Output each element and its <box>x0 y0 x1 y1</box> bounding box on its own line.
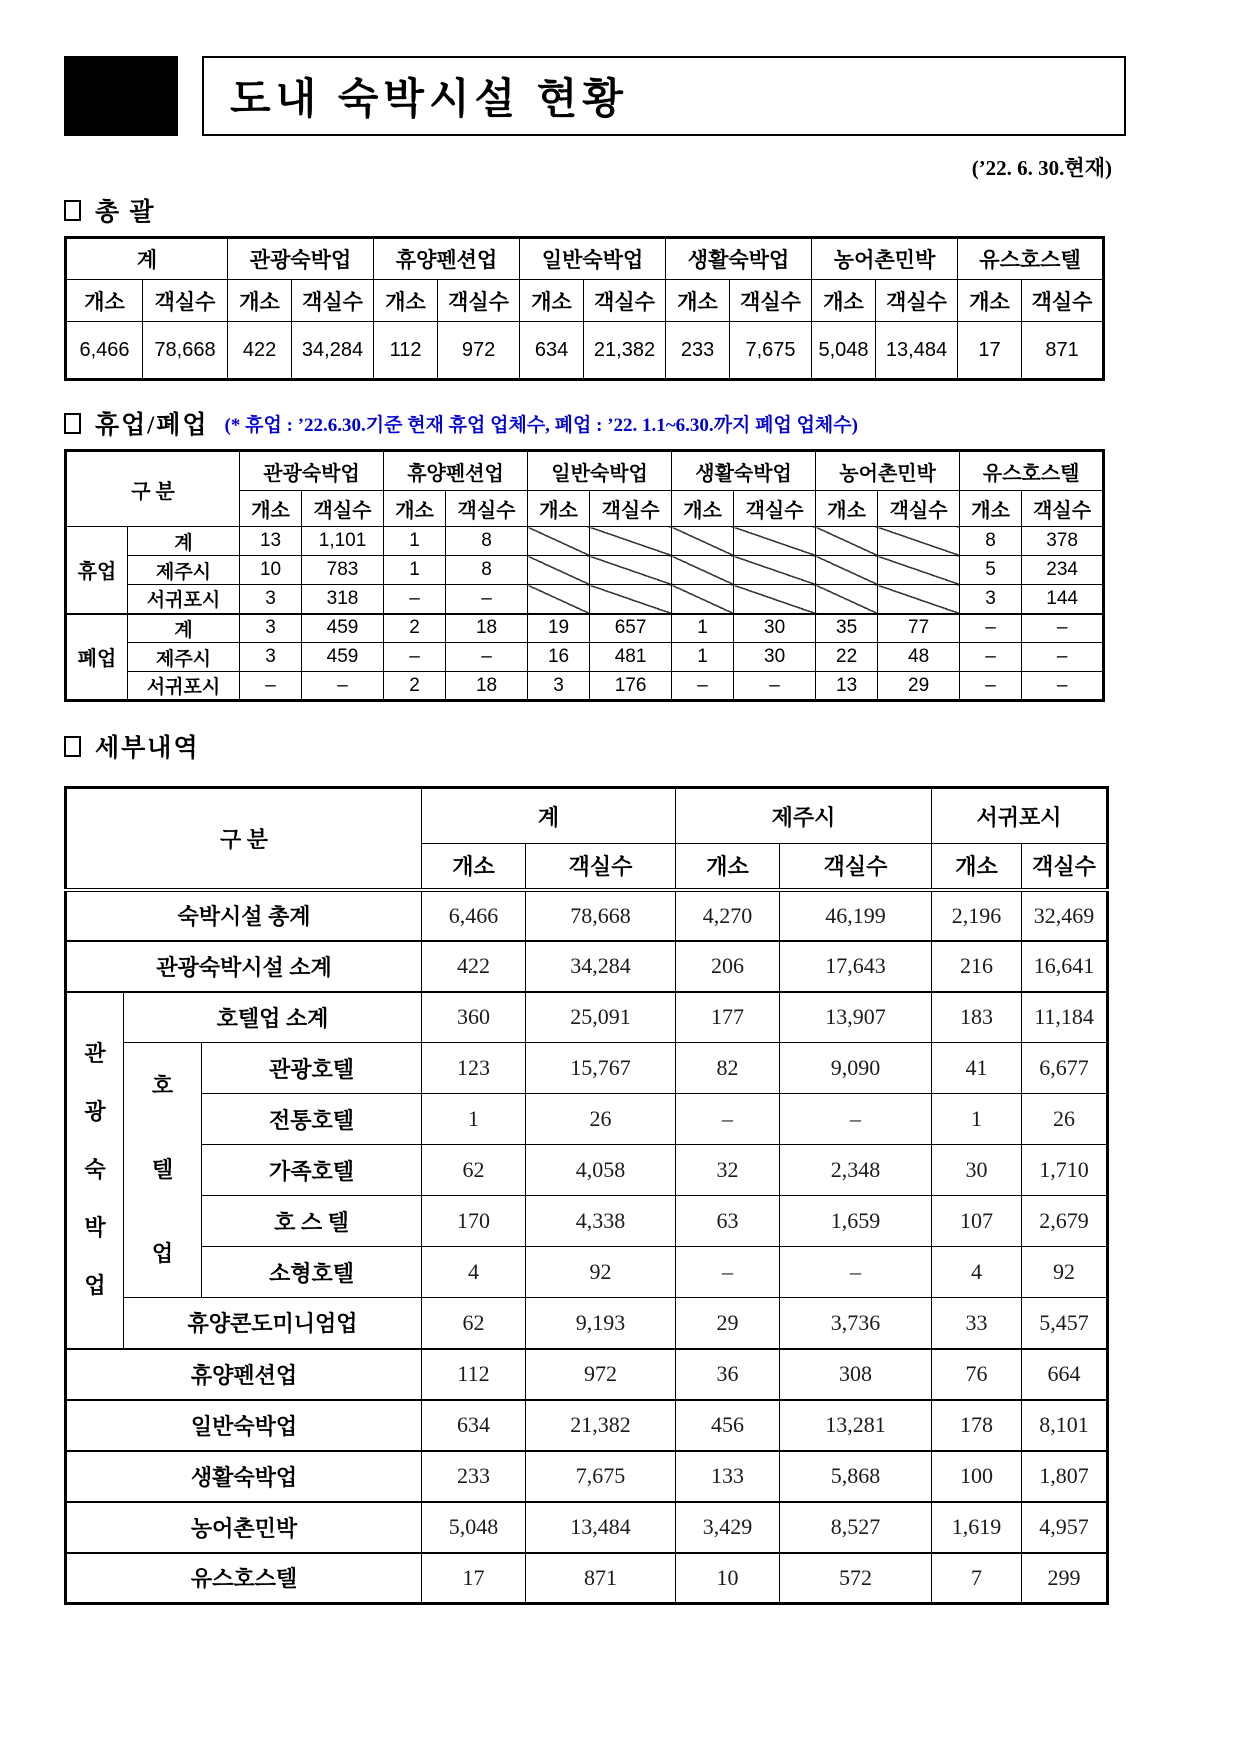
row-label: 생활숙박업 <box>66 1451 422 1502</box>
section-heading-text: 휴업/폐업 <box>95 412 209 439</box>
data-cell: – <box>446 643 528 672</box>
na-diagonal-cell <box>672 527 734 556</box>
data-cell: 3 <box>240 643 302 672</box>
gubun-header: 구 분 <box>66 788 422 890</box>
data-cell: 41 <box>932 1043 1022 1094</box>
table-row <box>66 1298 1108 1349</box>
subheader-rooms: 객실수 <box>302 491 384 527</box>
data-cell: 5 <box>960 556 1022 585</box>
subheader-sites: 개소 <box>816 491 878 527</box>
header-row <box>66 788 1108 844</box>
data-cell: 3 <box>528 672 590 701</box>
data-cell: 62 <box>422 1298 526 1349</box>
region-header: 계 <box>422 788 676 844</box>
subheader-sites: 개소 <box>958 280 1022 322</box>
data-cell: 8 <box>446 556 528 585</box>
column-header: 휴양펜션업 <box>374 238 520 280</box>
data-cell: 178 <box>932 1400 1022 1451</box>
column-header: 관광숙박업 <box>228 238 374 280</box>
subheader-sites: 개소 <box>422 844 526 890</box>
table-row <box>66 992 1108 1043</box>
data-cell: 11,184 <box>1022 992 1108 1043</box>
data-cell: 6,466 <box>66 322 143 380</box>
column-header: 일반숙박업 <box>520 238 666 280</box>
data-cell: – <box>676 1247 780 1298</box>
table-row <box>66 1400 1108 1451</box>
data-cell: 2,679 <box>1022 1196 1108 1247</box>
data-cell: 234 <box>1022 556 1104 585</box>
table-row <box>66 1043 1108 1094</box>
data-cell: 183 <box>932 992 1022 1043</box>
data-cell: 6,466 <box>422 890 526 941</box>
data-cell: 30 <box>734 614 816 643</box>
na-diagonal-cell <box>816 585 878 614</box>
data-cell: 783 <box>302 556 384 585</box>
row-label: 일반숙박업 <box>66 1400 422 1451</box>
data-cell: 5,868 <box>780 1451 932 1502</box>
data-cell: 2,348 <box>780 1145 932 1196</box>
data-cell: 8 <box>960 527 1022 556</box>
table-row <box>66 614 1104 643</box>
subheader-sites: 개소 <box>960 491 1022 527</box>
subheader-rooms: 객실수 <box>876 280 958 322</box>
row-label: 서귀포시 <box>128 672 240 701</box>
data-cell: – <box>446 585 528 614</box>
row-label: 유스호스텔 <box>66 1553 422 1604</box>
row-label: 가족호텔 <box>202 1145 422 1196</box>
na-diagonal-cell <box>734 585 816 614</box>
data-cell: 7,675 <box>730 322 812 380</box>
na-diagonal-cell <box>528 585 590 614</box>
data-cell: – <box>1022 672 1104 701</box>
data-cell: 30 <box>734 643 816 672</box>
data-cell: 13,484 <box>876 322 958 380</box>
table-row <box>66 1451 1108 1502</box>
data-cell: 4,270 <box>676 890 780 941</box>
data-cell: – <box>734 672 816 701</box>
data-cell: 16,641 <box>1022 941 1108 992</box>
data-cell: 18 <box>446 672 528 701</box>
data-cell: 972 <box>438 322 520 380</box>
data-cell: 7,675 <box>526 1451 676 1502</box>
subheader-rooms: 객실수 <box>730 280 812 322</box>
row-label: 소형호텔 <box>202 1247 422 1298</box>
data-cell: 8,101 <box>1022 1400 1108 1451</box>
data-cell: 33 <box>932 1298 1022 1349</box>
table-row <box>66 643 1104 672</box>
column-header: 일반숙박업 <box>528 451 672 491</box>
data-cell: 8,527 <box>780 1502 932 1553</box>
data-cell: 35 <box>816 614 878 643</box>
data-cell: 634 <box>422 1400 526 1451</box>
data-cell: 1 <box>672 614 734 643</box>
subheader-sites: 개소 <box>66 280 143 322</box>
subheader-sites: 개소 <box>240 491 302 527</box>
header-row <box>66 238 1104 280</box>
data-cell: 8 <box>446 527 528 556</box>
title-black-square <box>64 56 178 136</box>
page-title: 도내 숙박시설 현황 <box>230 75 628 122</box>
data-cell: 5,048 <box>422 1502 526 1553</box>
subheader-rooms: 객실수 <box>584 280 666 322</box>
row-label: 관광호텔 <box>202 1043 422 1094</box>
data-cell: 13,907 <box>780 992 932 1043</box>
na-diagonal-cell <box>528 556 590 585</box>
data-cell: – <box>672 672 734 701</box>
data-cell: 62 <box>422 1145 526 1196</box>
subheader-sites: 개소 <box>932 844 1022 890</box>
subheader-rooms: 객실수 <box>438 280 520 322</box>
data-cell: 92 <box>1022 1247 1108 1298</box>
region-header: 제주시 <box>676 788 932 844</box>
suspension-definition-note: (* 휴업 : ’22.6.30.기준 현재 휴업 업체수, 폐업 : ’22. 1.1~6.30.까지 폐업 업체수) <box>224 414 858 436</box>
subheader-sites: 개소 <box>666 280 730 322</box>
table-row <box>66 1094 1108 1145</box>
data-cell: 3 <box>240 585 302 614</box>
data-cell: 77 <box>878 614 960 643</box>
data-cell: 112 <box>374 322 438 380</box>
data-cell: 378 <box>1022 527 1104 556</box>
date-note: (’22. 6. 30.현재) <box>971 156 1112 180</box>
subheader-sites: 개소 <box>520 280 584 322</box>
data-cell: – <box>780 1094 932 1145</box>
na-diagonal-cell <box>528 527 590 556</box>
subcategory-label-vertical: 호 텔 업 <box>124 1043 202 1298</box>
data-cell: 17 <box>422 1553 526 1604</box>
data-cell: 17 <box>958 322 1022 380</box>
column-header: 계 <box>66 238 228 280</box>
category-label-vertical: 관 광 숙 박 업 <box>66 992 124 1349</box>
na-diagonal-cell <box>878 556 960 585</box>
data-cell: 63 <box>676 1196 780 1247</box>
data-cell: 78,668 <box>526 890 676 941</box>
data-cell: 13,281 <box>780 1400 932 1451</box>
data-cell: 46,199 <box>780 890 932 941</box>
na-diagonal-cell <box>816 556 878 585</box>
data-cell: 1,807 <box>1022 1451 1108 1502</box>
row-label: 제주시 <box>128 643 240 672</box>
table-row <box>66 1349 1108 1400</box>
data-cell: 459 <box>302 614 384 643</box>
data-cell: 36 <box>676 1349 780 1400</box>
subheader-sites: 개소 <box>384 491 446 527</box>
data-cell: 1 <box>384 527 446 556</box>
data-cell: 25,091 <box>526 992 676 1043</box>
data-cell: 26 <box>526 1094 676 1145</box>
data-cell: 1 <box>384 556 446 585</box>
na-diagonal-cell <box>734 556 816 585</box>
square-bullet-icon <box>64 413 81 434</box>
group-label: 휴업 <box>66 527 128 614</box>
data-cell: 2 <box>384 614 446 643</box>
column-header: 유스호스텔 <box>960 451 1104 491</box>
data-cell: 34,284 <box>526 941 676 992</box>
group-label: 폐업 <box>66 614 128 701</box>
na-diagonal-cell <box>590 585 672 614</box>
section-heading-overview <box>64 192 1240 228</box>
square-bullet-icon <box>64 736 81 757</box>
row-label: 호 스 텔 <box>202 1196 422 1247</box>
data-cell: 7 <box>932 1553 1022 1604</box>
subheader-sites: 개소 <box>528 491 590 527</box>
data-cell: 82 <box>676 1043 780 1094</box>
column-header: 유스호스텔 <box>958 238 1104 280</box>
data-cell: 4,338 <box>526 1196 676 1247</box>
subheader-sites: 개소 <box>812 280 876 322</box>
row-label: 계 <box>128 527 240 556</box>
subheader-rooms: 객실수 <box>878 491 960 527</box>
data-cell: 170 <box>422 1196 526 1247</box>
data-cell: 177 <box>676 992 780 1043</box>
section-suspension-closure <box>64 405 1240 702</box>
detail-table <box>64 786 1109 1605</box>
data-cell: 1 <box>672 643 734 672</box>
data-cell: 26 <box>1022 1094 1108 1145</box>
row-label: 계 <box>128 614 240 643</box>
data-cell: – <box>1022 614 1104 643</box>
data-cell: 4,058 <box>526 1145 676 1196</box>
data-cell: 21,382 <box>526 1400 676 1451</box>
table-row <box>66 890 1108 941</box>
data-cell: 481 <box>590 643 672 672</box>
subheader-rooms: 객실수 <box>590 491 672 527</box>
data-cell: 6,677 <box>1022 1043 1108 1094</box>
data-cell: 18 <box>446 614 528 643</box>
data-cell: 456 <box>676 1400 780 1451</box>
data-cell: 19 <box>528 614 590 643</box>
section-detail <box>64 728 1240 1605</box>
subheader-rooms: 객실수 <box>526 844 676 890</box>
title-box <box>202 56 1126 136</box>
data-cell: – <box>960 672 1022 701</box>
subheader-rooms: 객실수 <box>292 280 374 322</box>
column-header: 농어촌민박 <box>812 238 958 280</box>
data-cell: 1,619 <box>932 1502 1022 1553</box>
section-heading-text: 세부내역 <box>95 735 200 762</box>
data-cell: 144 <box>1022 585 1104 614</box>
table-row <box>66 322 1104 380</box>
data-cell: 1 <box>422 1094 526 1145</box>
section-heading-suspension <box>64 405 1240 441</box>
data-cell: 100 <box>932 1451 1022 1502</box>
data-cell: 76 <box>932 1349 1022 1400</box>
column-header: 휴양펜션업 <box>384 451 528 491</box>
data-cell: 972 <box>526 1349 676 1400</box>
data-cell: 17,643 <box>780 941 932 992</box>
data-cell: 233 <box>666 322 730 380</box>
data-cell: 9,090 <box>780 1043 932 1094</box>
data-cell: 13,484 <box>526 1502 676 1553</box>
square-bullet-icon <box>64 200 81 221</box>
table-row <box>66 1553 1108 1604</box>
gubun-header: 구 분 <box>66 451 240 527</box>
data-cell: 4 <box>932 1247 1022 1298</box>
data-cell: 2,196 <box>932 890 1022 941</box>
na-diagonal-cell <box>878 527 960 556</box>
table-row <box>66 527 1104 556</box>
subheader-rooms: 객실수 <box>780 844 932 890</box>
data-cell: 123 <box>422 1043 526 1094</box>
data-cell: 112 <box>422 1349 526 1400</box>
data-cell: 30 <box>932 1145 1022 1196</box>
table-row <box>66 1145 1108 1196</box>
data-cell: 22 <box>816 643 878 672</box>
table-row <box>66 1502 1108 1553</box>
subheader-sites: 개소 <box>672 491 734 527</box>
row-label: 휴양콘도미니엄업 <box>124 1298 422 1349</box>
data-cell: 3,429 <box>676 1502 780 1553</box>
data-cell: 4 <box>422 1247 526 1298</box>
row-label: 관광숙박시설 소계 <box>66 941 422 992</box>
table-row <box>66 556 1104 585</box>
na-diagonal-cell <box>734 527 816 556</box>
table-row <box>66 585 1104 614</box>
data-cell: 21,382 <box>584 322 666 380</box>
data-cell: 5,048 <box>812 322 876 380</box>
row-label: 숙박시설 총계 <box>66 890 422 941</box>
row-label: 휴양펜션업 <box>66 1349 422 1400</box>
data-cell: 1,710 <box>1022 1145 1108 1196</box>
subheader-sites: 개소 <box>374 280 438 322</box>
subheader-rooms: 객실수 <box>446 491 528 527</box>
data-cell: 9,193 <box>526 1298 676 1349</box>
table-row <box>66 941 1108 992</box>
data-cell: 664 <box>1022 1349 1108 1400</box>
data-cell: 15,767 <box>526 1043 676 1094</box>
title-row <box>64 56 1126 136</box>
data-cell: 871 <box>1022 322 1104 380</box>
data-cell: 1,659 <box>780 1196 932 1247</box>
data-cell: 360 <box>422 992 526 1043</box>
data-cell: – <box>240 672 302 701</box>
data-cell: 16 <box>528 643 590 672</box>
section-heading-detail <box>64 728 1240 764</box>
row-label: 제주시 <box>128 556 240 585</box>
data-cell: 657 <box>590 614 672 643</box>
na-diagonal-cell <box>590 527 672 556</box>
data-cell: 4,957 <box>1022 1502 1108 1553</box>
data-cell: 32 <box>676 1145 780 1196</box>
data-cell: 459 <box>302 643 384 672</box>
data-cell: 13 <box>240 527 302 556</box>
data-cell: 3,736 <box>780 1298 932 1349</box>
data-cell: 3 <box>240 614 302 643</box>
data-cell: 2 <box>384 672 446 701</box>
data-cell: 48 <box>878 643 960 672</box>
subheader-rooms: 객실수 <box>734 491 816 527</box>
column-header: 농어촌민박 <box>816 451 960 491</box>
data-cell: 634 <box>520 322 584 380</box>
data-cell: 3 <box>960 585 1022 614</box>
na-diagonal-cell <box>878 585 960 614</box>
header-row <box>66 451 1104 491</box>
subheader-rooms: 객실수 <box>1022 280 1104 322</box>
subheader-rooms: 객실수 <box>1022 491 1104 527</box>
data-cell: 5,457 <box>1022 1298 1108 1349</box>
data-cell: 1 <box>932 1094 1022 1145</box>
na-diagonal-cell <box>590 556 672 585</box>
subheader-rooms: 객실수 <box>1022 844 1108 890</box>
data-cell: 422 <box>228 322 292 380</box>
data-cell: 422 <box>422 941 526 992</box>
data-cell: 318 <box>302 585 384 614</box>
na-diagonal-cell <box>672 585 734 614</box>
data-cell: 78,668 <box>143 322 228 380</box>
data-cell: 572 <box>780 1553 932 1604</box>
data-cell: – <box>384 585 446 614</box>
data-cell: 308 <box>780 1349 932 1400</box>
data-cell: – <box>960 643 1022 672</box>
data-cell: 1,101 <box>302 527 384 556</box>
table-row <box>66 672 1104 701</box>
data-cell: – <box>780 1247 932 1298</box>
data-cell: 216 <box>932 941 1022 992</box>
data-cell: – <box>676 1094 780 1145</box>
subheader-row <box>66 280 1104 322</box>
data-cell: 133 <box>676 1451 780 1502</box>
row-label: 서귀포시 <box>128 585 240 614</box>
data-cell: 10 <box>240 556 302 585</box>
table-row <box>66 1196 1108 1247</box>
column-header: 관광숙박업 <box>240 451 384 491</box>
row-label: 농어촌민박 <box>66 1502 422 1553</box>
data-cell: – <box>384 643 446 672</box>
subheader-sites: 개소 <box>228 280 292 322</box>
data-cell: 13 <box>816 672 878 701</box>
column-header: 생활숙박업 <box>672 451 816 491</box>
row-label: 호텔업 소계 <box>124 992 422 1043</box>
section-overview <box>64 192 1240 381</box>
data-cell: – <box>960 614 1022 643</box>
data-cell: 29 <box>676 1298 780 1349</box>
data-cell: 233 <box>422 1451 526 1502</box>
data-cell: 176 <box>590 672 672 701</box>
data-cell: 32,469 <box>1022 890 1108 941</box>
data-cell: 107 <box>932 1196 1022 1247</box>
data-cell: 871 <box>526 1553 676 1604</box>
data-cell: 10 <box>676 1553 780 1604</box>
data-cell: 206 <box>676 941 780 992</box>
suspension-closure-table <box>64 449 1105 702</box>
subheader-rooms: 객실수 <box>143 280 228 322</box>
overview-table <box>64 236 1105 381</box>
region-header: 서귀포시 <box>932 788 1108 844</box>
data-cell: – <box>1022 643 1104 672</box>
na-diagonal-cell <box>672 556 734 585</box>
column-header: 생활숙박업 <box>666 238 812 280</box>
na-diagonal-cell <box>816 527 878 556</box>
table-row <box>66 1247 1108 1298</box>
row-label: 전통호텔 <box>202 1094 422 1145</box>
subheader-sites: 개소 <box>676 844 780 890</box>
data-cell: 29 <box>878 672 960 701</box>
section-heading-text: 총 괄 <box>95 199 156 226</box>
data-cell: – <box>302 672 384 701</box>
data-cell: 92 <box>526 1247 676 1298</box>
data-cell: 34,284 <box>292 322 374 380</box>
data-cell: 299 <box>1022 1553 1108 1604</box>
